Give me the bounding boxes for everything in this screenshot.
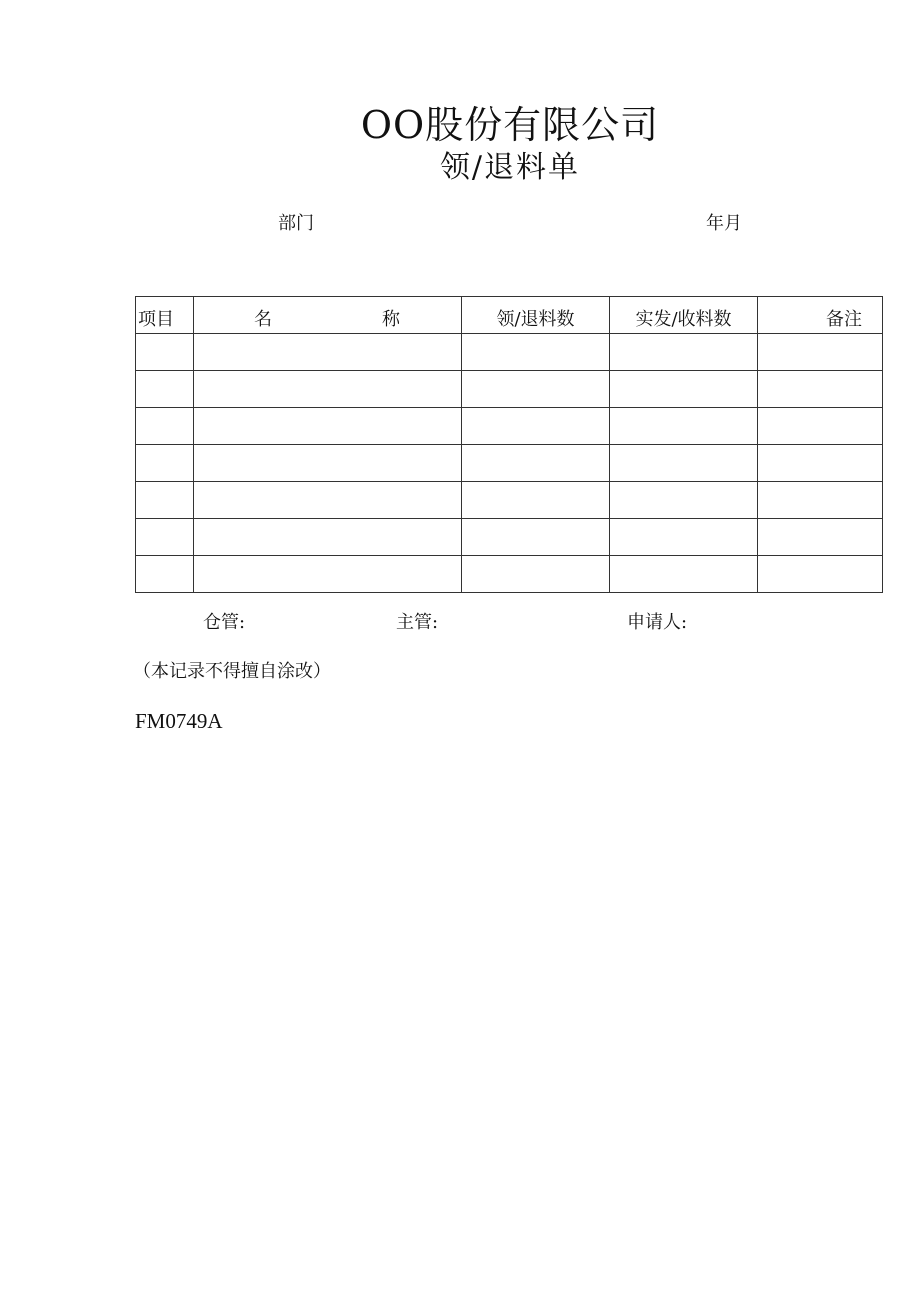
cell-remark[interactable] [758,556,883,593]
cell-remark[interactable] [758,519,883,556]
cell-item[interactable] [136,371,194,408]
cell-name[interactable] [194,556,462,593]
cell-name[interactable] [194,445,462,482]
table-row [136,519,883,556]
cell-item[interactable] [136,334,194,371]
form-title: 领/退料单 [439,150,581,185]
cell-item[interactable] [136,482,194,519]
cell-request-qty[interactable] [462,371,610,408]
column-header-name-left: 名 [254,309,272,330]
column-header-remark: 备注 [758,297,883,334]
cell-name[interactable] [194,408,462,445]
cell-name[interactable] [194,371,462,408]
cell-remark[interactable] [758,408,883,445]
table-row [136,371,883,408]
cell-item[interactable] [136,519,194,556]
cell-remark[interactable] [758,445,883,482]
table-row [136,556,883,593]
cell-actual-qty[interactable] [610,482,758,519]
record-note: （本记录不得擅自涂改） [133,661,331,682]
company-name: OO股份有限公司 [360,103,660,147]
cell-request-qty[interactable] [462,408,610,445]
cell-item[interactable] [136,556,194,593]
cell-actual-qty[interactable] [610,371,758,408]
column-header-name [194,297,462,334]
cell-actual-qty[interactable] [610,334,758,371]
date-label: 年月 [706,213,742,234]
column-header-item: 项目 [136,297,194,334]
column-header-actual-qty: 实发/收料数 [610,297,758,334]
table-row [136,445,883,482]
material-table [135,296,883,593]
cell-remark[interactable] [758,371,883,408]
cell-remark[interactable] [758,334,883,371]
cell-actual-qty[interactable] [610,556,758,593]
cell-name[interactable] [194,519,462,556]
cell-actual-qty[interactable] [610,519,758,556]
cell-request-qty[interactable] [462,556,610,593]
cell-request-qty[interactable] [462,482,610,519]
department-label: 部门 [278,213,314,234]
cell-request-qty[interactable] [462,445,610,482]
form-code: FM0749A [135,709,223,733]
cell-actual-qty[interactable] [610,445,758,482]
applicant-label: 申请人: [627,612,688,633]
cell-request-qty[interactable] [462,519,610,556]
warehouse-keeper-label: 仓管: [203,612,246,633]
cell-request-qty[interactable] [462,334,610,371]
table-row [136,408,883,445]
column-header-request-qty: 领/退料数 [462,297,610,334]
supervisor-label: 主管: [396,612,439,633]
cell-actual-qty[interactable] [610,408,758,445]
cell-name[interactable] [194,334,462,371]
cell-item[interactable] [136,408,194,445]
column-header-name-right: 称 [382,309,400,330]
table-row [136,482,883,519]
cell-item[interactable] [136,445,194,482]
table-row [136,334,883,371]
cell-name[interactable] [194,482,462,519]
cell-remark[interactable] [758,482,883,519]
table-header-row [136,297,883,334]
